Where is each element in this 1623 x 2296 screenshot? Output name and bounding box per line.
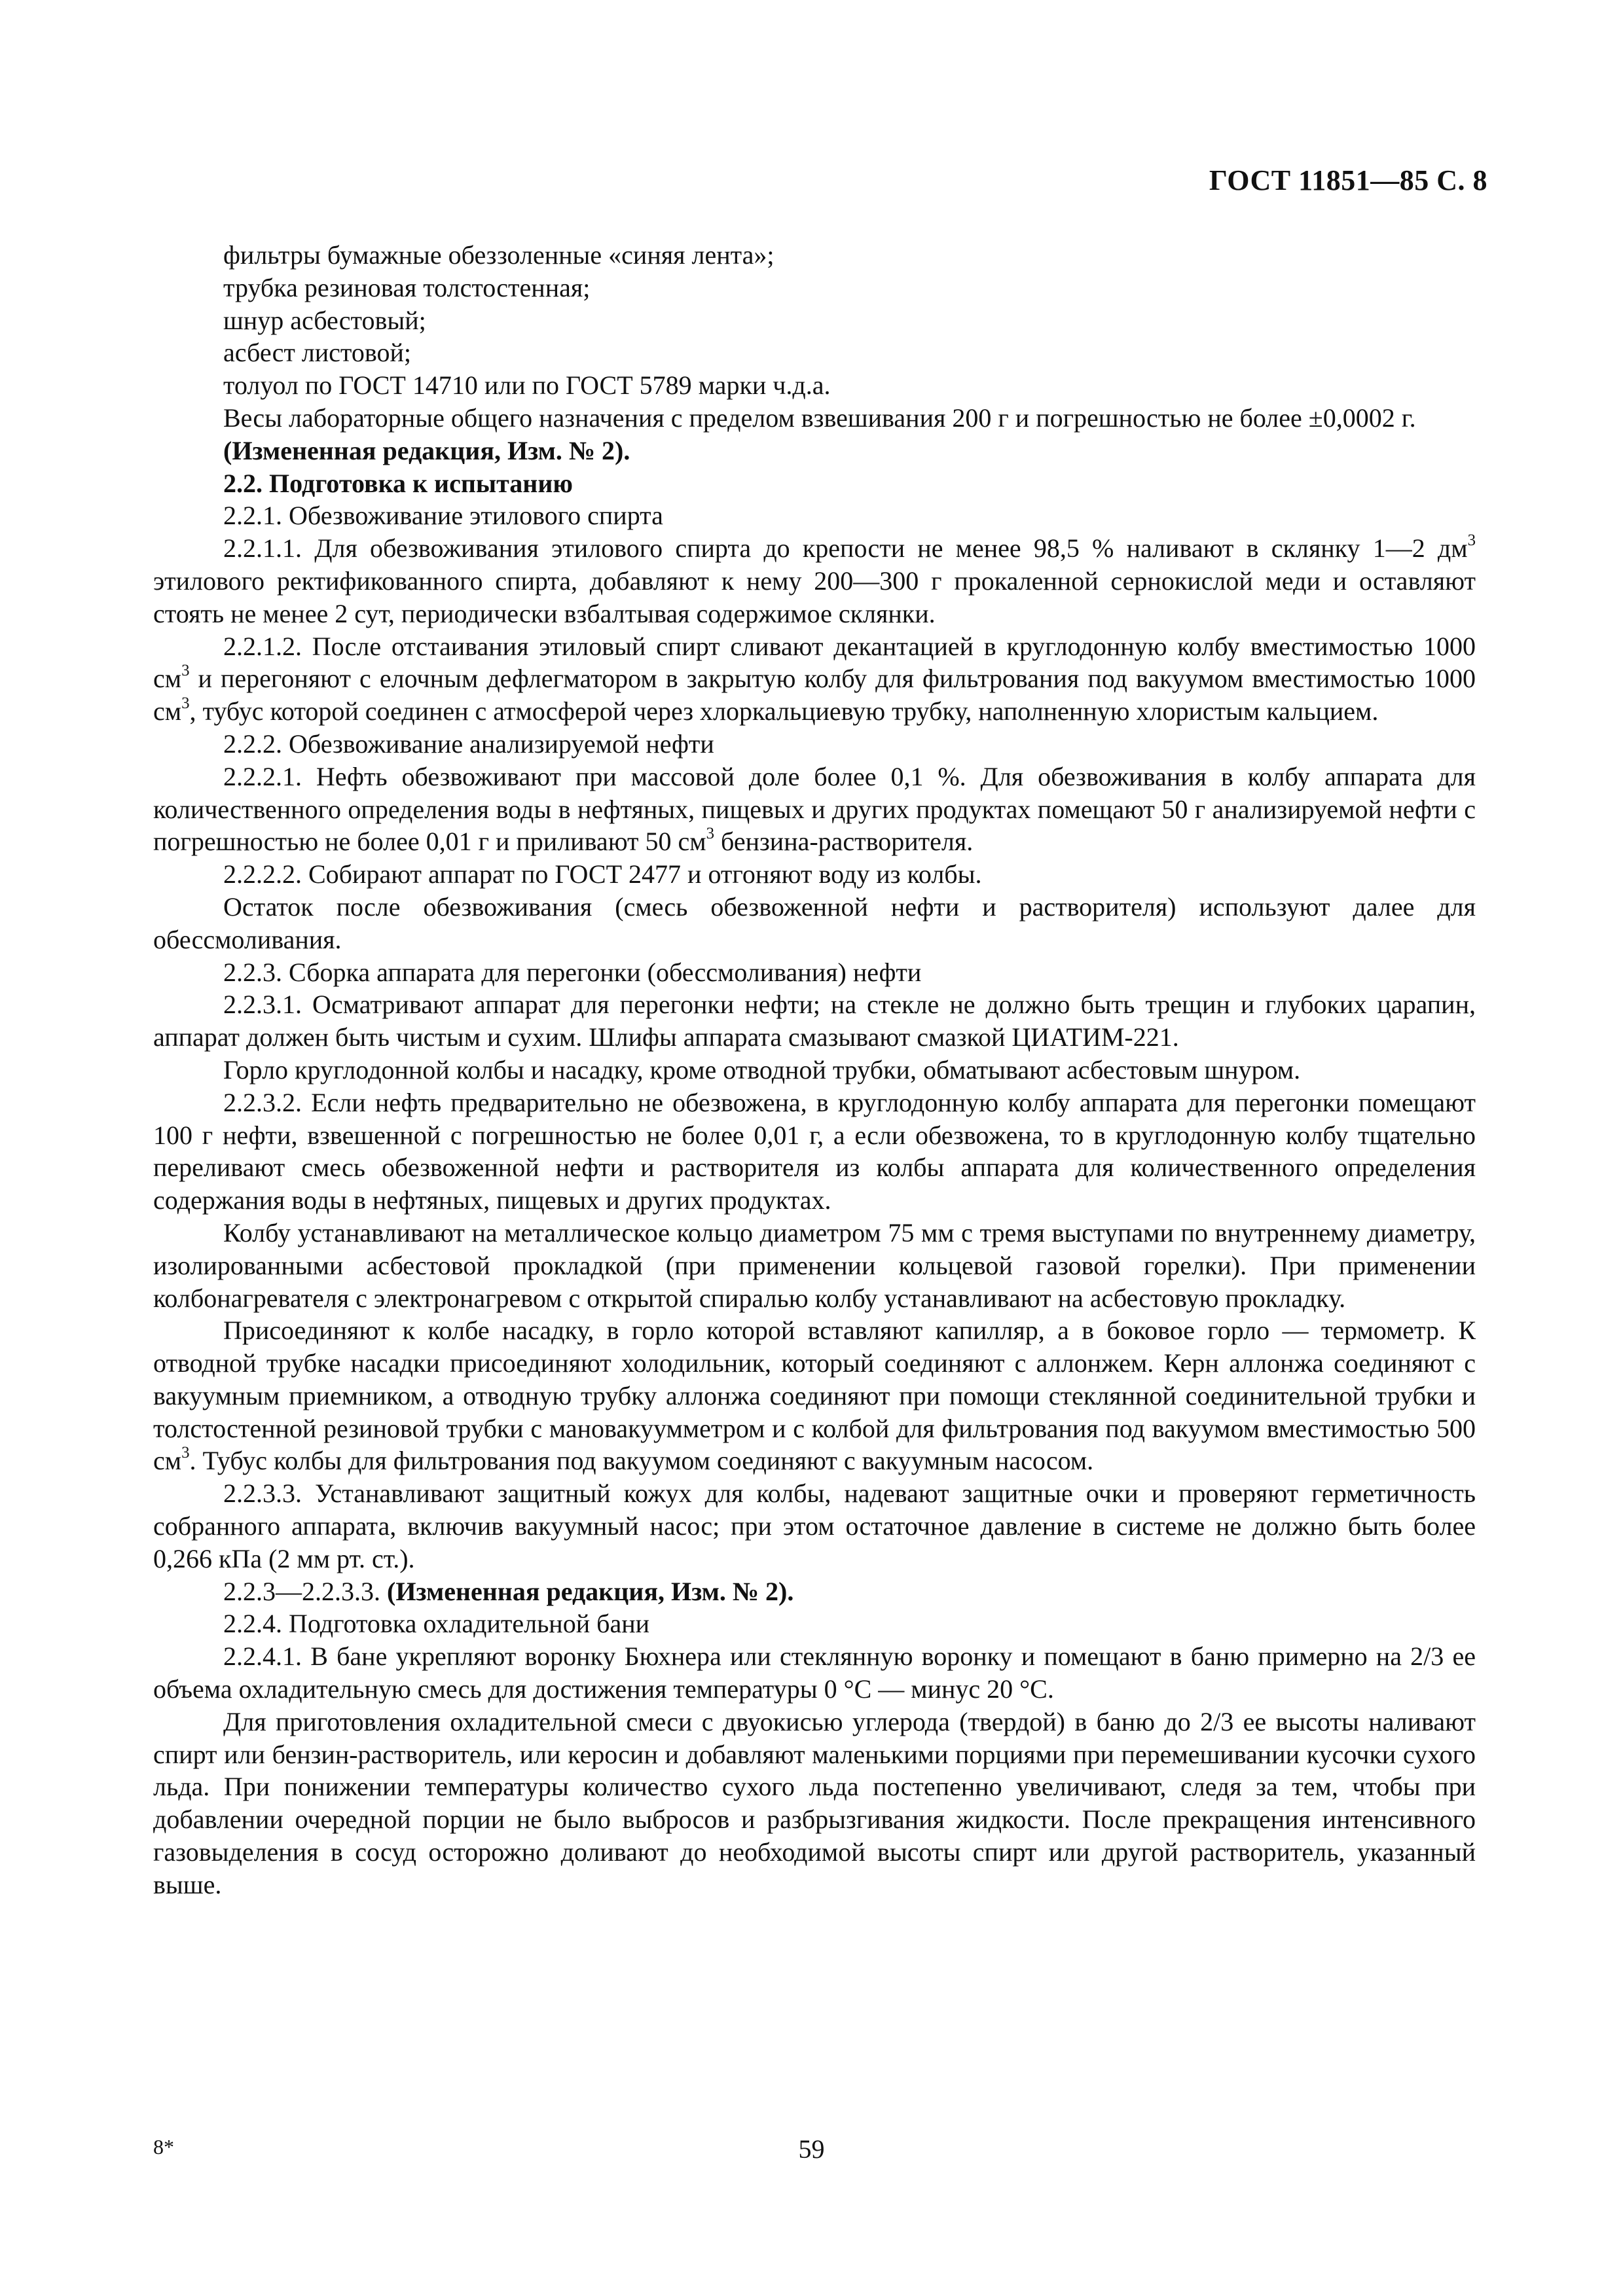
paragraph-2-2-2-2: 2.2.2.2. Собирают аппарат по ГОСТ 2477 и отгоняют воду из колбы. xyxy=(223,859,982,889)
paragraph-2-2-1-1: 2.2.1.1. Для обезвоживания этилового спирта до крепости не менее 98,5 % наливают в склянку 1—2 $дм^3$ этилового ректификованного спирта, добавляют к нему 200—300 г прокаленной сернокислой меди и оставляют стоять не менее 2 сут, периодически взбалтывая содержимое склянки. xyxy=(153,531,1476,628)
subsection-2-2-4: 2.2.4. Подготовка охладительной бани xyxy=(223,1609,650,1639)
paragraph-2-2-3-3: 2.2.3.3. Устанавливают защитный кожух для колбы, надевают защитные очки и проверяют герметичность собранного аппарата, включив вакуумный насос; при этом остаточное давление в системе не должно быть более 0,266 кПа (2 мм рт. ст.). xyxy=(153,1479,1476,1573)
list-item: фильтры бумажные обеззоленные «синяя лента»; xyxy=(223,240,775,270)
paragraph-residue: Остаток после обезвоживания (смесь обезвоженной нефти и растворителя) используют далее для обессмоливания. xyxy=(153,891,1476,954)
paragraph-flask: Колбу устанавливают на металлическое кольцо диаметром 75 мм с тремя выступами по внутреннему диаметру, изолированными асбестовой прокладкой (при применении кольцевой газовой горелки). При применении колбонагревателя с электронагревом с открытой спиралью колбу устанавливают на асбестовую прокладку. xyxy=(153,1217,1476,1313)
document-body xyxy=(153,239,1476,1901)
list-item: трубка резиновая толстостенная; xyxy=(223,272,591,302)
list-item: шнур асбестовый; xyxy=(223,305,426,335)
paragraph-neck: Горло круглодонной колбы и насадку, кроме отводной трубки, обматывают асбестовым шнуром. xyxy=(223,1054,1301,1085)
paragraph-2-2-4-1: 2.2.4.1. В бане укрепляют воронку Бюхнера или стеклянную воронку и помещают в баню примерно на 2/3 ее объема охладительную смесь для достижения температуры 0 °С — минус 20 °С. xyxy=(153,1641,1476,1704)
paragraph-2-2-3-2: 2.2.3.2. Если нефть предварительно не обезвожена, в круглодонную колбу аппарата для перегонки помещают 100 г нефти, взвешенной с погрешностью не более 0,01 г, а если обезвожена, то в круглодонную колбу тщательно переливают смесь обезвоженной нефти и растворителя из колбы аппарата для количественного определения содержания воды в нефтяных, пищевых и других продуктах. xyxy=(153,1087,1476,1215)
revision-note-2: 2.2.3—2.2.3.3. (Измененная редакция, Изм. № 2). xyxy=(223,1576,794,1606)
footer-mark: 8* xyxy=(153,2135,174,2159)
document-header: ГОСТ 11851—85 С. 8 xyxy=(1209,164,1487,196)
section-heading-2-2: 2.2. Подготовка к испытанию xyxy=(223,468,573,498)
subsection-2-2-2: 2.2.2. Обезвоживание анализируемой нефти xyxy=(223,728,714,759)
list-item: асбест листовой; xyxy=(223,338,412,368)
paragraph-attach: Присоединяют к колбе насадку, в горло которой вставляют капилляр, а в боковое горло — термометр. К отводной трубке насадки присоединяют холодильник, который соединяют с аллонжем. Керн аллонжа соединяют с вакуумным приемником, а отводную трубку аллонжа соединяют при помощи стеклянной соединительной трубки и толстостенной резиновой трубки с мановакуумметром и с колбой для фильтрования под вакуумом вместимостью 500 $см^3$. Тубус колбы для фильтрования под вакуумом соединяют с вакуумным насосом. xyxy=(153,1316,1476,1476)
paragraph-2-2-3-1: 2.2.3.1. Осматривают аппарат для перегонки нефти; на стекле не должно быть трещин и глубоких царапин, аппарат должен быть чистым и сухим. Шлифы аппарата смазывают смазкой ЦИАТИМ-221. xyxy=(153,990,1476,1052)
paragraph-scales: Весы лабораторные общего назначения с пределом взвешивания 200 г и погрешностью не более ±0,0002 г. xyxy=(223,403,1416,433)
page-number: 59 xyxy=(798,2134,825,2164)
paragraph-2-2-1-2: 2.2.1.2. После отстаивания этиловый спирт сливают декантацией в круглодонную колбу вместимостью 1000 $см^3$ и перегоняют с елочным дефлегматором в закрытую колбу для фильтрования под вакуумом вместимостью 1000 $см^3$, тубус которой соединен с атмосферой через хлоркальциевую трубку, наполненную хлористым кальцием. xyxy=(153,631,1476,726)
list-item: толуол по ГОСТ 14710 или по ГОСТ 5789 марки ч.д.а. xyxy=(223,370,831,401)
revision-note: (Измененная редакция, Изм. № 2). xyxy=(223,435,630,465)
subsection-2-2-3: 2.2.3. Сборка аппарата для перегонки (обессмоливания) нефти xyxy=(223,957,922,987)
subsection-2-2-1: 2.2.1. Обезвоживание этилового спирта xyxy=(223,501,663,531)
paragraph-2-2-2-1: 2.2.2.1. Нефть обезвоживают при массовой доле более 0,1 %. Для обезвоживания в колбу аппарата для количественного определения воды в нефтяных, пищевых и других продуктах помещают 50 г анализируемой нефти с погрешностью не более 0,01 г и приливают 50 $см^3$ бензина-растворителя. xyxy=(153,761,1476,857)
paragraph-cooling: Для приготовления охладительной смеси с двуокисью углерода (твердой) в баню до 2/3 ее высоты наливают спирт или бензин-растворитель, или керосин и добавляют маленькими порциями при перемешивании кусочки сухого льда. При понижении температуры количество сухого льда постепенно увеличивают, следя за тем, чтобы при добавлении очередной порции не было выбросов и разбрызгивания жидкости. После прекращения интенсивного газовыделения в сосуд осторожно доливают до необходимой высоты спирт или другой растворитель, указанный выше. xyxy=(153,1706,1476,1899)
